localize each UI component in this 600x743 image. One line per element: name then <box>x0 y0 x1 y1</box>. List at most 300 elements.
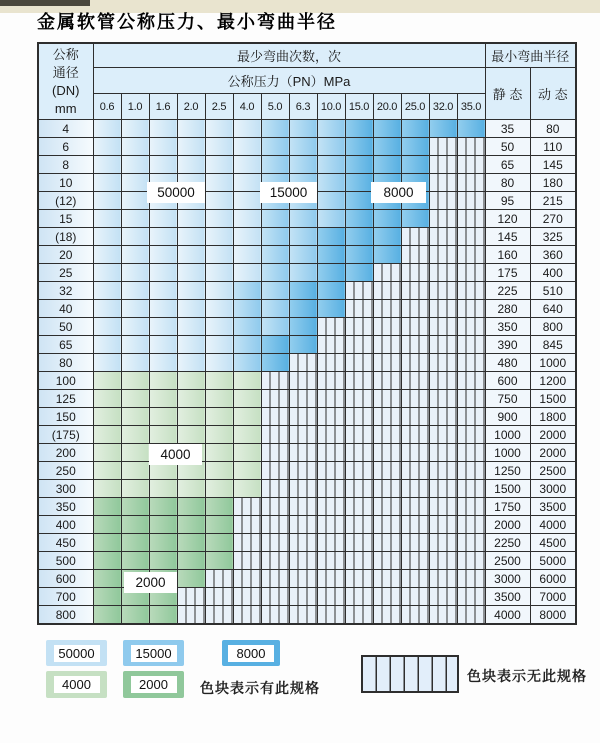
cell-no-spec <box>373 300 401 318</box>
cell-no-spec <box>373 444 401 462</box>
cell-spec-4000 <box>205 426 233 444</box>
cell-spec-50000 <box>205 300 233 318</box>
static-radius-value: 280 <box>485 300 530 318</box>
cell-spec-4000 <box>149 480 177 498</box>
cell-spec-50000 <box>93 318 121 336</box>
cell-spec-50000 <box>205 174 233 192</box>
table-row <box>38 372 576 390</box>
cell-no-spec <box>205 570 233 588</box>
cell-spec-50000 <box>121 192 149 210</box>
cell-no-spec <box>233 588 261 606</box>
cell-spec-50000 <box>177 210 205 228</box>
table-row <box>38 516 576 534</box>
cell-no-spec <box>345 282 373 300</box>
dynamic-radius-value: 360 <box>530 246 576 264</box>
cell-no-spec <box>345 588 373 606</box>
cell-no-spec <box>317 336 345 354</box>
cell-spec-15000 <box>233 282 261 300</box>
cell-spec-15000 <box>233 300 261 318</box>
cell-spec-4000 <box>177 390 205 408</box>
cell-no-spec <box>373 354 401 372</box>
cell-spec-50000 <box>93 282 121 300</box>
cell-no-spec <box>457 516 485 534</box>
static-radius-value: 145 <box>485 228 530 246</box>
table-row <box>38 390 576 408</box>
dn-header-line: (DN) <box>52 82 80 98</box>
cell-no-spec <box>373 552 401 570</box>
cell-no-spec <box>457 282 485 300</box>
cell-no-spec <box>345 318 373 336</box>
cell-spec-8000 <box>345 174 373 192</box>
dn-value: 500 <box>38 552 93 570</box>
static-radius-value: 80 <box>485 174 530 192</box>
cell-no-spec <box>429 408 457 426</box>
cell-spec-50000 <box>205 282 233 300</box>
cell-spec-50000 <box>93 210 121 228</box>
cell-spec-2000 <box>205 534 233 552</box>
cell-no-spec <box>289 498 317 516</box>
cell-spec-15000 <box>289 264 317 282</box>
cell-no-spec <box>429 228 457 246</box>
dn-value: 800 <box>38 606 93 625</box>
table-row <box>38 498 576 516</box>
table-row <box>38 300 576 318</box>
cell-spec-50000 <box>205 156 233 174</box>
band-label-8000: 8000 <box>371 182 426 203</box>
cell-no-spec <box>457 408 485 426</box>
header-row-2 <box>38 68 576 94</box>
cell-no-spec <box>289 462 317 480</box>
cell-no-spec <box>345 534 373 552</box>
cell-no-spec <box>457 606 485 625</box>
static-radius-value: 35 <box>485 120 530 138</box>
dynamic-radius-value: 180 <box>530 174 576 192</box>
cell-spec-4000 <box>205 372 233 390</box>
cell-no-spec <box>373 480 401 498</box>
cell-no-spec <box>373 318 401 336</box>
cell-spec-8000 <box>261 354 289 372</box>
pressure-tick: 20.0 <box>373 94 401 120</box>
legend-swatch-label: 4000 <box>54 676 100 693</box>
cell-spec-50000 <box>205 120 233 138</box>
dn-value: 300 <box>38 480 93 498</box>
cell-spec-50000 <box>93 336 121 354</box>
cell-no-spec <box>457 354 485 372</box>
cell-no-spec <box>345 336 373 354</box>
cell-spec-15000 <box>289 228 317 246</box>
dynamic-radius-value: 8000 <box>530 606 576 625</box>
cell-spec-50000 <box>149 246 177 264</box>
cell-spec-50000 <box>149 210 177 228</box>
cell-no-spec <box>401 318 429 336</box>
dn-value: 700 <box>38 588 93 606</box>
dynamic-radius-value: 2500 <box>530 462 576 480</box>
cell-spec-50000 <box>205 246 233 264</box>
cell-no-spec <box>261 516 289 534</box>
cell-spec-8000 <box>317 228 345 246</box>
static-radius-value: 95 <box>485 192 530 210</box>
cell-no-spec <box>457 138 485 156</box>
dynamic-radius-value: 1000 <box>530 354 576 372</box>
cell-no-spec <box>373 498 401 516</box>
cell-spec-50000 <box>177 138 205 156</box>
cell-spec-50000 <box>93 300 121 318</box>
cell-no-spec <box>457 156 485 174</box>
cell-spec-4000 <box>121 390 149 408</box>
cell-spec-15000 <box>261 246 289 264</box>
dn-header-line: 通径 <box>52 64 79 80</box>
cell-no-spec <box>261 444 289 462</box>
cell-no-spec <box>373 588 401 606</box>
dynamic-radius-value: 3500 <box>530 498 576 516</box>
cell-no-spec <box>457 264 485 282</box>
cell-spec-15000 <box>317 192 345 210</box>
cell-spec-4000 <box>233 408 261 426</box>
cell-no-spec <box>345 462 373 480</box>
cell-spec-50000 <box>121 228 149 246</box>
cell-no-spec <box>457 246 485 264</box>
cell-spec-15000 <box>261 138 289 156</box>
cell-spec-50000 <box>177 120 205 138</box>
cell-no-spec <box>401 516 429 534</box>
cell-no-spec <box>261 552 289 570</box>
cell-spec-15000 <box>289 246 317 264</box>
cell-spec-50000 <box>149 228 177 246</box>
cell-spec-8000 <box>345 156 373 174</box>
cell-no-spec <box>429 318 457 336</box>
cell-spec-4000 <box>93 444 121 462</box>
cell-spec-50000 <box>205 228 233 246</box>
band-label-4000: 4000 <box>149 444 202 465</box>
legend-no-spec-swatch <box>361 655 459 693</box>
dn-value: 20 <box>38 246 93 264</box>
cell-spec-50000 <box>121 246 149 264</box>
cell-spec-4000 <box>93 390 121 408</box>
dynamic-radius-value: 2000 <box>530 426 576 444</box>
cell-no-spec <box>457 552 485 570</box>
cell-spec-2000 <box>93 516 121 534</box>
cell-no-spec <box>429 498 457 516</box>
cell-spec-8000 <box>401 156 429 174</box>
cell-spec-2000 <box>177 516 205 534</box>
cell-spec-15000 <box>233 336 261 354</box>
table-row <box>38 534 576 552</box>
cell-no-spec <box>289 534 317 552</box>
cell-spec-50000 <box>121 300 149 318</box>
cell-spec-50000 <box>149 336 177 354</box>
cell-spec-2000 <box>149 534 177 552</box>
cell-spec-50000 <box>177 264 205 282</box>
legend-swatch-label: 8000 <box>228 645 274 662</box>
cell-spec-2000 <box>121 552 149 570</box>
legend-no-spec-note: 色块表示无此规格 <box>467 668 587 684</box>
cell-spec-8000 <box>401 210 429 228</box>
static-radius-value: 1750 <box>485 498 530 516</box>
cell-no-spec <box>457 228 485 246</box>
cell-no-spec <box>345 390 373 408</box>
cell-spec-2000 <box>177 534 205 552</box>
legend-swatch-label: 2000 <box>131 676 177 693</box>
cell-no-spec <box>401 336 429 354</box>
cell-no-spec <box>317 372 345 390</box>
dn-value: 50 <box>38 318 93 336</box>
cell-spec-50000 <box>205 210 233 228</box>
static-radius-value: 1250 <box>485 462 530 480</box>
cell-spec-50000 <box>233 138 261 156</box>
cell-no-spec <box>345 372 373 390</box>
cell-no-spec <box>373 570 401 588</box>
cell-spec-4000 <box>177 426 205 444</box>
cell-spec-2000 <box>149 516 177 534</box>
cell-no-spec <box>261 390 289 408</box>
dynamic-radius-value: 325 <box>530 228 576 246</box>
dynamic-radius-value: 4500 <box>530 534 576 552</box>
cell-no-spec <box>233 534 261 552</box>
dn-column-header <box>38 43 93 120</box>
dn-value: 40 <box>38 300 93 318</box>
dn-header-line: mm <box>54 100 77 116</box>
cell-spec-50000 <box>93 264 121 282</box>
cell-spec-4000 <box>233 480 261 498</box>
cell-spec-4000 <box>233 372 261 390</box>
cell-spec-50000 <box>205 264 233 282</box>
dynamic-radius-value: 5000 <box>530 552 576 570</box>
pressure-tick: 4.0 <box>233 94 261 120</box>
cell-spec-8000 <box>317 282 345 300</box>
cell-no-spec <box>401 570 429 588</box>
cell-spec-15000 <box>261 282 289 300</box>
cell-spec-50000 <box>233 246 261 264</box>
cell-no-spec <box>261 570 289 588</box>
dynamic-radius-value: 110 <box>530 138 576 156</box>
cell-no-spec <box>457 534 485 552</box>
cell-spec-4000 <box>149 390 177 408</box>
cell-spec-4000 <box>121 480 149 498</box>
dynamic-radius-value: 4000 <box>530 516 576 534</box>
cell-spec-50000 <box>93 354 121 372</box>
dn-value: 250 <box>38 462 93 480</box>
cell-no-spec <box>401 444 429 462</box>
cell-spec-50000 <box>233 228 261 246</box>
cell-no-spec <box>261 462 289 480</box>
cell-no-spec <box>373 264 401 282</box>
cell-no-spec <box>429 570 457 588</box>
cell-no-spec <box>429 174 457 192</box>
cell-spec-15000 <box>233 354 261 372</box>
cell-no-spec <box>317 516 345 534</box>
cell-spec-8000 <box>317 246 345 264</box>
dn-value: 150 <box>38 408 93 426</box>
cell-no-spec <box>429 534 457 552</box>
table-row <box>38 336 576 354</box>
cell-spec-2000 <box>177 570 205 588</box>
dn-value: 400 <box>38 516 93 534</box>
cell-no-spec <box>429 354 457 372</box>
dn-value: (12) <box>38 192 93 210</box>
cell-no-spec <box>261 408 289 426</box>
cell-no-spec <box>289 354 317 372</box>
dn-value: 8 <box>38 156 93 174</box>
cell-no-spec <box>345 354 373 372</box>
cell-no-spec <box>261 588 289 606</box>
cell-no-spec <box>317 354 345 372</box>
table-row <box>38 606 576 625</box>
cell-no-spec <box>457 462 485 480</box>
static-radius-value: 160 <box>485 246 530 264</box>
legend-swatch-50000 <box>46 640 107 666</box>
cell-no-spec <box>261 606 289 625</box>
dn-value: 80 <box>38 354 93 372</box>
cell-spec-15000 <box>261 300 289 318</box>
cell-no-spec <box>233 570 261 588</box>
cell-spec-50000 <box>121 120 149 138</box>
cell-no-spec <box>233 498 261 516</box>
static-radius-value: 175 <box>485 264 530 282</box>
cell-no-spec <box>345 570 373 588</box>
cell-spec-50000 <box>177 282 205 300</box>
cell-spec-50000 <box>121 174 149 192</box>
cell-spec-50000 <box>149 300 177 318</box>
cell-spec-2000 <box>205 516 233 534</box>
table-row <box>38 138 576 156</box>
cell-no-spec <box>457 300 485 318</box>
cell-spec-2000 <box>121 516 149 534</box>
dynamic-radius-value: 6000 <box>530 570 576 588</box>
cell-no-spec <box>457 570 485 588</box>
dynamic-radius-value: 845 <box>530 336 576 354</box>
cell-no-spec <box>205 588 233 606</box>
cell-spec-50000 <box>149 354 177 372</box>
static-radius-value: 390 <box>485 336 530 354</box>
cell-no-spec <box>429 426 457 444</box>
cell-spec-50000 <box>205 354 233 372</box>
cell-no-spec <box>289 372 317 390</box>
legend-swatch-2000 <box>123 671 184 698</box>
cell-spec-8000 <box>317 264 345 282</box>
page-title: 金属软管公称压力、最小弯曲半径 <box>37 12 337 33</box>
dynamic-radius-value: 270 <box>530 210 576 228</box>
dn-value: (18) <box>38 228 93 246</box>
cell-no-spec <box>317 480 345 498</box>
static-header: 静 态 <box>485 68 530 120</box>
cell-spec-8000 <box>317 300 345 318</box>
static-radius-value: 900 <box>485 408 530 426</box>
cell-no-spec <box>429 516 457 534</box>
cell-no-spec <box>429 390 457 408</box>
cell-spec-15000 <box>261 210 289 228</box>
cell-spec-4000 <box>177 408 205 426</box>
pressure-tick: 10.0 <box>317 94 345 120</box>
cell-spec-50000 <box>205 336 233 354</box>
pressure-tick: 6.3 <box>289 94 317 120</box>
cell-spec-4000 <box>233 462 261 480</box>
static-radius-value: 2250 <box>485 534 530 552</box>
cell-spec-15000 <box>317 174 345 192</box>
cell-spec-50000 <box>93 138 121 156</box>
cell-spec-8000 <box>345 246 373 264</box>
cell-no-spec <box>233 552 261 570</box>
cell-no-spec <box>429 462 457 480</box>
cell-spec-15000 <box>289 210 317 228</box>
cell-no-spec <box>345 408 373 426</box>
dn-value: 25 <box>38 264 93 282</box>
cell-no-spec <box>429 552 457 570</box>
cell-no-spec <box>289 444 317 462</box>
cell-spec-2000 <box>121 534 149 552</box>
cell-no-spec <box>401 264 429 282</box>
cell-no-spec <box>373 426 401 444</box>
dynamic-radius-value: 3000 <box>530 480 576 498</box>
cell-no-spec <box>289 570 317 588</box>
cell-spec-4000 <box>233 426 261 444</box>
cell-no-spec <box>429 444 457 462</box>
cell-spec-4000 <box>177 372 205 390</box>
dynamic-header: 动 态 <box>530 68 576 120</box>
cell-no-spec <box>317 498 345 516</box>
cell-spec-8000 <box>261 336 289 354</box>
cell-spec-50000 <box>149 282 177 300</box>
cell-spec-50000 <box>177 246 205 264</box>
bend-cycles-header: 最少弯曲次数，次 <box>93 43 485 68</box>
cell-spec-50000 <box>233 192 261 210</box>
cell-spec-4000 <box>205 444 233 462</box>
static-radius-value: 600 <box>485 372 530 390</box>
cell-spec-50000 <box>149 120 177 138</box>
cell-no-spec <box>429 606 457 625</box>
cell-spec-50000 <box>149 138 177 156</box>
cell-spec-4000 <box>121 426 149 444</box>
cell-spec-8000 <box>289 318 317 336</box>
cell-spec-50000 <box>177 156 205 174</box>
dynamic-radius-value: 215 <box>530 192 576 210</box>
cell-spec-8000 <box>429 120 457 138</box>
cell-spec-4000 <box>93 426 121 444</box>
dynamic-radius-value: 7000 <box>530 588 576 606</box>
cell-no-spec <box>429 192 457 210</box>
cell-spec-8000 <box>289 300 317 318</box>
table-row <box>38 552 576 570</box>
cell-spec-2000 <box>121 606 149 625</box>
cell-no-spec <box>457 336 485 354</box>
static-radius-value: 1000 <box>485 444 530 462</box>
table-row <box>38 120 576 138</box>
cell-spec-15000 <box>289 120 317 138</box>
cell-no-spec <box>457 390 485 408</box>
table-row <box>38 408 576 426</box>
dynamic-radius-value: 1500 <box>530 390 576 408</box>
table-row <box>38 156 576 174</box>
legend-swatch-15000 <box>123 640 184 666</box>
table-row <box>38 264 576 282</box>
cell-spec-4000 <box>121 408 149 426</box>
cell-spec-50000 <box>205 138 233 156</box>
cell-spec-4000 <box>93 408 121 426</box>
cell-no-spec <box>345 480 373 498</box>
static-radius-value: 480 <box>485 354 530 372</box>
cell-spec-2000 <box>149 498 177 516</box>
cell-spec-2000 <box>205 552 233 570</box>
dn-value: 10 <box>38 174 93 192</box>
table-row <box>38 444 576 462</box>
cell-no-spec <box>401 228 429 246</box>
cell-no-spec <box>457 588 485 606</box>
dynamic-radius-value: 80 <box>530 120 576 138</box>
cell-spec-2000 <box>177 498 205 516</box>
cell-no-spec <box>261 498 289 516</box>
cell-spec-4000 <box>121 462 149 480</box>
table-row <box>38 426 576 444</box>
cell-spec-15000 <box>261 264 289 282</box>
